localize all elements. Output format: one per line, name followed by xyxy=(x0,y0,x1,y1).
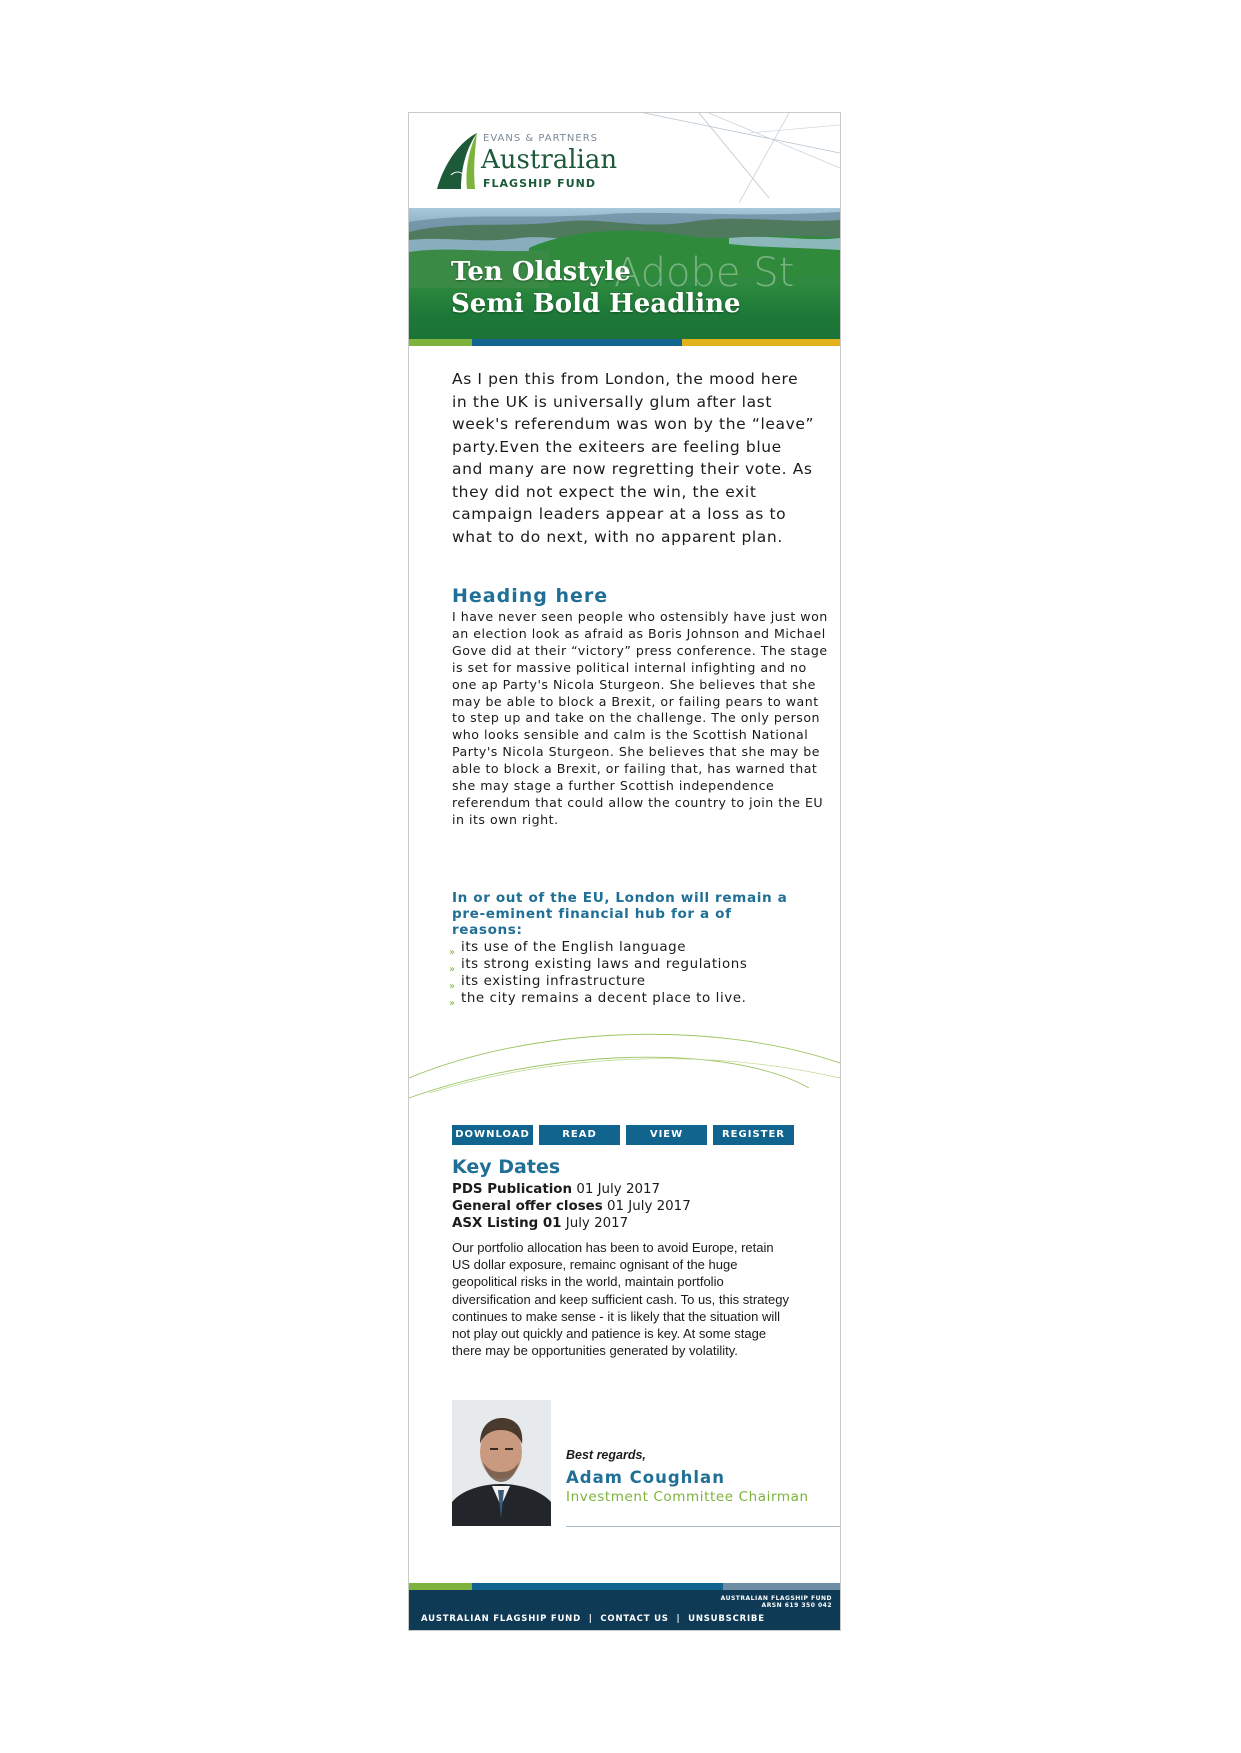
hero-headline-line1: Ten Oldstyle xyxy=(451,257,631,287)
footer-bar xyxy=(409,1590,840,1630)
fund-registration: AUSTRALIAN FLAGSHIP FUND ARSN 619 350 042 xyxy=(720,1595,832,1609)
key-date-row: PDS Publication 01 July 2017 xyxy=(452,1182,661,1197)
sail-logo-icon xyxy=(431,131,483,193)
footer-link-fund[interactable]: AUSTRALIAN FLAGSHIP FUND xyxy=(421,1614,581,1624)
list-item: » the city remains a decent place to live. xyxy=(449,990,747,1007)
signatory-title: Investment Committee Chairman xyxy=(566,1489,809,1505)
chevron-right-icon: » xyxy=(449,998,456,1009)
hero-headline xyxy=(451,256,741,320)
hero-color-stripe xyxy=(409,339,840,346)
stock-watermark: Adobe St xyxy=(614,250,795,296)
download-button[interactable]: DOWNLOAD xyxy=(452,1125,533,1145)
footer-link-unsubscribe[interactable]: UNSUBSCRIBE xyxy=(688,1614,765,1624)
view-button[interactable]: VIEW xyxy=(626,1125,707,1145)
key-date-row: ASX Listing 01 July 2017 xyxy=(452,1216,629,1231)
list-item: » its strong existing laws and regulations xyxy=(449,956,747,973)
email-newsletter xyxy=(408,112,841,1631)
chevron-right-icon: » xyxy=(449,981,456,992)
hero-headline-line2: Semi Bold Headline xyxy=(451,289,741,319)
list-item: » its use of the English language xyxy=(449,939,747,956)
logo-evans-partners: EVANS & PARTNERS xyxy=(483,133,598,144)
key-dates-heading: Key Dates xyxy=(452,1156,561,1178)
signatory-name: Adam Coughlan xyxy=(566,1468,725,1487)
read-button[interactable]: READ xyxy=(539,1125,620,1145)
reasons-list xyxy=(449,939,747,1007)
chevron-right-icon: » xyxy=(449,964,456,975)
divider xyxy=(566,1526,840,1527)
logo-australian: Australian xyxy=(481,145,618,175)
portrait-image xyxy=(452,1400,551,1526)
footer-separator: | xyxy=(588,1614,593,1624)
register-button[interactable]: REGISTER xyxy=(713,1125,794,1145)
section-heading: Heading here xyxy=(452,585,609,607)
logo-flagship-fund: FLAGSHIP FUND xyxy=(483,177,596,190)
reasons-heading: In or out of the EU, London will remain a pre-eminent financial hub for a of reasons: xyxy=(452,890,788,939)
closing-paragraph: Our portfolio allocation has been to avoid Europe, retain US dollar exposure, remainc ognisant of the huge geopolitical risks in the world, maintain portfolio diversification and keep sufficient cash. To us, this strategy continues to make sense - it is likely that the situation will not play out quickly and patience is key. At some stage there may be opportunities generated by volatility. xyxy=(452,1240,789,1359)
hero-banner xyxy=(409,208,840,346)
chevron-right-icon: » xyxy=(449,947,456,958)
list-item: » its existing infrastructure xyxy=(449,973,747,990)
section-paragraph: I have never seen people who ostensibly have just won an election look as afraid as Boris Johnson and Michael Gove did at their “victory” press conference. The stage is set for massive political internal infighting and no one ap Party's Nicola Sturgeon. She believes that she may be able to block a Brexit, or failing pears to want to step up and take on the challenge. The only person who looks sensible and calm is the Scottish National Party's Nicola Sturgeon. She believes that she may be able to block a Brexit, or failing that, has warned that she may stage a further Scottish independence referendum that could allow the country to join the EU in its own right. xyxy=(452,609,828,827)
footer-separator: | xyxy=(676,1614,681,1624)
chairman-photo xyxy=(452,1400,551,1526)
brand-logo[interactable] xyxy=(431,131,651,201)
footer-link-contact[interactable]: CONTACT US xyxy=(600,1614,669,1624)
decorative-curves xyxy=(409,1018,840,1128)
intro-paragraph: As I pen this from London, the mood here in the UK is universally glum after last week's referendum was won by the “leave” party.Even the exiteers are feeling blue and many are now regretting their vote. As they did not expect the win, the exit campaign leaders appear at a loss as to what to do next, with no apparent plan. xyxy=(452,370,815,546)
footer-links xyxy=(421,1614,765,1624)
footer-color-stripe xyxy=(409,1583,840,1590)
key-date-row: General offer closes 01 July 2017 xyxy=(452,1199,691,1214)
sign-off-greeting: Best regards, xyxy=(566,1448,646,1462)
